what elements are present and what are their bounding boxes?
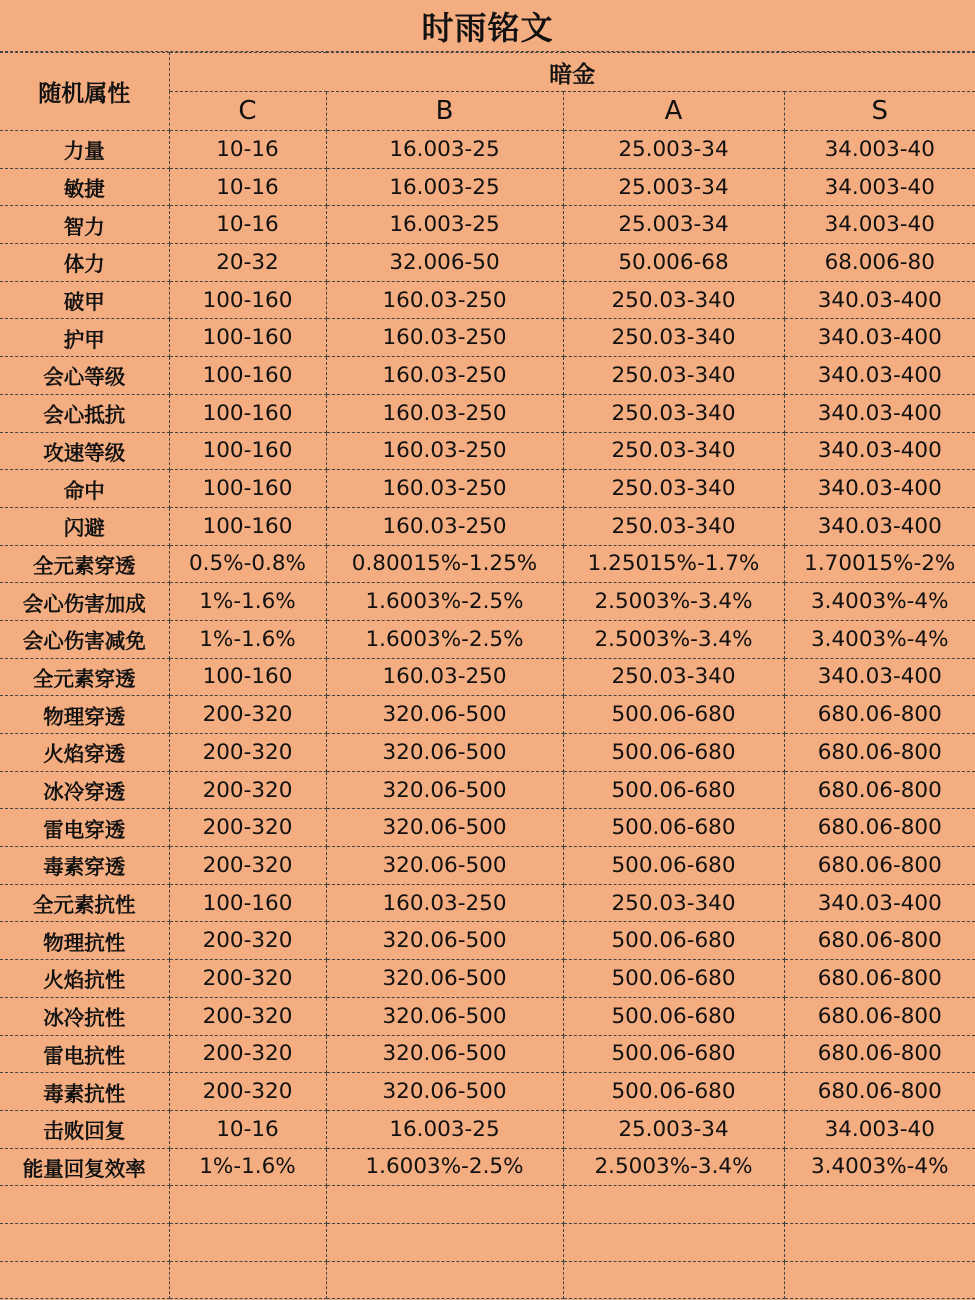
value-cell-b[interactable]: 160.03-250 <box>326 394 563 432</box>
value-cell-a[interactable]: 25.003-34 <box>563 168 784 206</box>
value-cell-c[interactable]: 200-320 <box>169 997 326 1035</box>
value-cell-c[interactable]: 1%-1.6% <box>169 583 326 621</box>
table-row <box>0 244 975 282</box>
value-cell-b[interactable]: 16.003-25 <box>326 1110 563 1148</box>
value-cell-c[interactable]: 0.5%-0.8% <box>169 545 326 583</box>
grade-header-a: A <box>563 92 784 131</box>
value-cell-c[interactable]: 200-320 <box>169 847 326 885</box>
empty-cell[interactable] <box>169 1261 326 1299</box>
value-cell-a[interactable]: 250.03-340 <box>563 394 784 432</box>
empty-cell[interactable] <box>0 1186 169 1224</box>
attribute-name-cell[interactable]: 全元素穿透 <box>0 545 169 583</box>
table-row <box>0 507 975 545</box>
attribute-name-cell[interactable]: 毒素穿透 <box>0 847 169 885</box>
value-cell-a[interactable]: 25.003-34 <box>563 1110 784 1148</box>
attribute-name-cell[interactable]: 会心伤害加成 <box>0 583 169 621</box>
value-cell-s[interactable]: 34.003-40 <box>784 206 975 244</box>
table-row <box>0 847 975 885</box>
attribute-table <box>0 52 975 1299</box>
attribute-name-cell[interactable]: 力量 <box>0 131 169 169</box>
value-cell-c[interactable]: 200-320 <box>169 771 326 809</box>
value-cell-a[interactable]: 250.03-340 <box>563 281 784 319</box>
value-cell-c[interactable]: 100-160 <box>169 507 326 545</box>
table-row <box>0 206 975 244</box>
value-cell-c[interactable]: 100-160 <box>169 658 326 696</box>
attribute-name-cell[interactable]: 雷电抗性 <box>0 1035 169 1073</box>
empty-cell[interactable] <box>169 1186 326 1224</box>
value-cell-a[interactable]: 500.06-680 <box>563 1073 784 1111</box>
value-cell-c[interactable]: 200-320 <box>169 734 326 772</box>
value-cell-a[interactable]: 25.003-34 <box>563 131 784 169</box>
value-cell-b[interactable]: 0.80015%-1.25% <box>326 545 563 583</box>
value-cell-s[interactable]: 340.03-400 <box>784 281 975 319</box>
table-row <box>0 809 975 847</box>
value-cell-c[interactable]: 100-160 <box>169 432 326 470</box>
value-cell-c[interactable]: 200-320 <box>169 696 326 734</box>
value-cell-s[interactable]: 680.06-800 <box>784 1035 975 1073</box>
attribute-name-cell[interactable]: 敏捷 <box>0 168 169 206</box>
value-cell-s[interactable]: 680.06-800 <box>784 997 975 1035</box>
value-cell-b[interactable]: 320.06-500 <box>326 922 563 960</box>
value-cell-c[interactable]: 100-160 <box>169 357 326 395</box>
empty-cell[interactable] <box>169 1223 326 1261</box>
value-cell-s[interactable]: 680.06-800 <box>784 847 975 885</box>
value-cell-b[interactable]: 320.06-500 <box>326 734 563 772</box>
value-cell-b[interactable]: 160.03-250 <box>326 507 563 545</box>
value-cell-a[interactable]: 25.003-34 <box>563 206 784 244</box>
value-cell-c[interactable]: 200-320 <box>169 1073 326 1111</box>
value-cell-b[interactable]: 1.6003%-2.5% <box>326 583 563 621</box>
table-row <box>0 997 975 1035</box>
value-cell-s[interactable]: 34.003-40 <box>784 1110 975 1148</box>
value-cell-a[interactable]: 500.06-680 <box>563 734 784 772</box>
attribute-name-cell[interactable]: 火焰穿透 <box>0 734 169 772</box>
attribute-name-cell[interactable]: 攻速等级 <box>0 432 169 470</box>
value-cell-c[interactable]: 20-32 <box>169 244 326 282</box>
value-cell-c[interactable]: 100-160 <box>169 394 326 432</box>
value-cell-b[interactable]: 320.06-500 <box>326 1073 563 1111</box>
value-cell-b[interactable]: 320.06-500 <box>326 847 563 885</box>
value-cell-c[interactable]: 100-160 <box>169 470 326 508</box>
table-row <box>0 658 975 696</box>
value-cell-b[interactable]: 16.003-25 <box>326 206 563 244</box>
value-cell-a[interactable]: 2.5003%-3.4% <box>563 1148 784 1186</box>
table-row <box>0 884 975 922</box>
empty-row <box>0 1223 975 1261</box>
value-cell-a[interactable]: 250.03-340 <box>563 658 784 696</box>
value-cell-b[interactable]: 16.003-25 <box>326 168 563 206</box>
value-cell-a[interactable]: 250.03-340 <box>563 507 784 545</box>
attribute-name-cell[interactable]: 破甲 <box>0 281 169 319</box>
table-row <box>0 1073 975 1111</box>
value-cell-b[interactable]: 160.03-250 <box>326 319 563 357</box>
empty-cell[interactable] <box>0 1261 169 1299</box>
table-row <box>0 771 975 809</box>
table-row <box>0 1035 975 1073</box>
attribute-name-cell[interactable]: 命中 <box>0 470 169 508</box>
empty-cell[interactable] <box>784 1223 975 1261</box>
value-cell-s[interactable]: 680.06-800 <box>784 696 975 734</box>
value-cell-c[interactable]: 200-320 <box>169 922 326 960</box>
value-cell-s[interactable]: 680.06-800 <box>784 734 975 772</box>
value-cell-b[interactable]: 160.03-250 <box>326 470 563 508</box>
value-cell-b[interactable]: 16.003-25 <box>326 131 563 169</box>
table-row <box>0 922 975 960</box>
empty-row <box>0 1261 975 1299</box>
empty-cell[interactable] <box>326 1223 563 1261</box>
empty-cell[interactable] <box>326 1261 563 1299</box>
value-cell-c[interactable]: 10-16 <box>169 206 326 244</box>
attribute-name-cell[interactable]: 雷电穿透 <box>0 809 169 847</box>
value-cell-b[interactable]: 1.6003%-2.5% <box>326 620 563 658</box>
value-cell-s[interactable]: 3.4003%-4% <box>784 583 975 621</box>
value-cell-a[interactable]: 250.03-340 <box>563 470 784 508</box>
table-row <box>0 696 975 734</box>
value-cell-s[interactable]: 340.03-400 <box>784 658 975 696</box>
value-cell-a[interactable]: 250.03-340 <box>563 884 784 922</box>
attribute-name-cell[interactable]: 智力 <box>0 206 169 244</box>
attribute-name-cell[interactable]: 护甲 <box>0 319 169 357</box>
empty-cell[interactable] <box>784 1261 975 1299</box>
value-cell-a[interactable]: 2.5003%-3.4% <box>563 620 784 658</box>
grade-header-c: C <box>169 92 326 131</box>
table-row <box>0 545 975 583</box>
value-cell-b[interactable]: 32.006-50 <box>326 244 563 282</box>
value-cell-a[interactable]: 500.06-680 <box>563 771 784 809</box>
group-header: 暗金 <box>169 53 975 92</box>
value-cell-a[interactable]: 500.06-680 <box>563 960 784 998</box>
table-row <box>0 734 975 772</box>
table-row <box>0 357 975 395</box>
value-cell-s[interactable]: 680.06-800 <box>784 809 975 847</box>
value-cell-s[interactable]: 340.03-400 <box>784 357 975 395</box>
value-cell-s[interactable]: 1.70015%-2% <box>784 545 975 583</box>
value-cell-s[interactable]: 340.03-400 <box>784 507 975 545</box>
value-cell-a[interactable]: 500.06-680 <box>563 847 784 885</box>
table-row <box>0 168 975 206</box>
value-cell-a[interactable]: 500.06-680 <box>563 809 784 847</box>
table-body <box>0 131 975 1299</box>
value-cell-c[interactable]: 200-320 <box>169 1035 326 1073</box>
value-cell-a[interactable]: 1.25015%-1.7% <box>563 545 784 583</box>
value-cell-c[interactable]: 10-16 <box>169 168 326 206</box>
value-cell-s[interactable]: 680.06-800 <box>784 771 975 809</box>
empty-row <box>0 1186 975 1224</box>
table-row <box>0 583 975 621</box>
grade-header-b: B <box>326 92 563 131</box>
value-cell-s[interactable]: 340.03-400 <box>784 319 975 357</box>
value-cell-b[interactable]: 320.06-500 <box>326 960 563 998</box>
value-cell-c[interactable]: 100-160 <box>169 884 326 922</box>
value-cell-a[interactable]: 2.5003%-3.4% <box>563 583 784 621</box>
value-cell-c[interactable]: 100-160 <box>169 319 326 357</box>
value-cell-b[interactable]: 320.06-500 <box>326 997 563 1035</box>
attribute-name-cell[interactable]: 会心等级 <box>0 357 169 395</box>
table-row <box>0 394 975 432</box>
empty-cell[interactable] <box>563 1223 784 1261</box>
value-cell-s[interactable]: 680.06-800 <box>784 922 975 960</box>
empty-cell[interactable] <box>563 1186 784 1224</box>
value-cell-c[interactable]: 200-320 <box>169 809 326 847</box>
value-cell-b[interactable]: 320.06-500 <box>326 696 563 734</box>
value-cell-a[interactable]: 500.06-680 <box>563 696 784 734</box>
value-cell-b[interactable]: 1.6003%-2.5% <box>326 1148 563 1186</box>
value-cell-a[interactable]: 500.06-680 <box>563 1035 784 1073</box>
value-cell-a[interactable]: 500.06-680 <box>563 997 784 1035</box>
table-row <box>0 319 975 357</box>
attribute-name-cell[interactable]: 毒素抗性 <box>0 1073 169 1111</box>
value-cell-s[interactable]: 34.003-40 <box>784 131 975 169</box>
value-cell-s[interactable]: 34.003-40 <box>784 168 975 206</box>
value-cell-c[interactable]: 1%-1.6% <box>169 620 326 658</box>
value-cell-a[interactable]: 500.06-680 <box>563 922 784 960</box>
table-row <box>0 1110 975 1148</box>
value-cell-b[interactable]: 160.03-250 <box>326 884 563 922</box>
value-cell-a[interactable]: 250.03-340 <box>563 357 784 395</box>
value-cell-s[interactable]: 68.006-80 <box>784 244 975 282</box>
value-cell-s[interactable]: 3.4003%-4% <box>784 1148 975 1186</box>
value-cell-c[interactable]: 200-320 <box>169 960 326 998</box>
table-row <box>0 470 975 508</box>
value-cell-s[interactable]: 340.03-400 <box>784 432 975 470</box>
value-cell-b[interactable]: 320.06-500 <box>326 809 563 847</box>
value-cell-b[interactable]: 160.03-250 <box>326 432 563 470</box>
attribute-name-cell[interactable]: 体力 <box>0 244 169 282</box>
table-row <box>0 960 975 998</box>
table-row <box>0 432 975 470</box>
value-cell-a[interactable]: 250.03-340 <box>563 432 784 470</box>
attribute-name-cell[interactable]: 闪避 <box>0 507 169 545</box>
empty-cell[interactable] <box>326 1186 563 1224</box>
value-cell-s[interactable]: 3.4003%-4% <box>784 620 975 658</box>
attribute-name-cell[interactable]: 冰冷穿透 <box>0 771 169 809</box>
value-cell-s[interactable]: 340.03-400 <box>784 884 975 922</box>
value-cell-a[interactable]: 50.006-68 <box>563 244 784 282</box>
value-cell-c[interactable]: 10-16 <box>169 1110 326 1148</box>
sheet-title: 时雨铭文 <box>0 0 975 52</box>
value-cell-b[interactable]: 160.03-250 <box>326 357 563 395</box>
attribute-name-cell[interactable]: 火焰抗性 <box>0 960 169 998</box>
empty-cell[interactable] <box>563 1261 784 1299</box>
value-cell-s[interactable]: 340.03-400 <box>784 394 975 432</box>
value-cell-b[interactable]: 160.03-250 <box>326 281 563 319</box>
value-cell-b[interactable]: 320.06-500 <box>326 1035 563 1073</box>
header-row-group <box>0 53 975 92</box>
value-cell-b[interactable]: 160.03-250 <box>326 658 563 696</box>
table-row <box>0 1148 975 1186</box>
attr-header: 随机属性 <box>0 53 169 131</box>
grade-header-s: S <box>784 92 975 131</box>
empty-cell[interactable] <box>0 1223 169 1261</box>
value-cell-s[interactable]: 680.06-800 <box>784 1073 975 1111</box>
attribute-name-cell[interactable]: 会心抵抗 <box>0 394 169 432</box>
attribute-name-cell[interactable]: 击败回复 <box>0 1110 169 1148</box>
table-row <box>0 620 975 658</box>
empty-cell[interactable] <box>784 1186 975 1224</box>
attribute-name-cell[interactable]: 物理穿透 <box>0 696 169 734</box>
value-cell-b[interactable]: 320.06-500 <box>326 771 563 809</box>
value-cell-s[interactable]: 340.03-400 <box>784 470 975 508</box>
attribute-name-cell[interactable]: 会心伤害减免 <box>0 620 169 658</box>
value-cell-c[interactable]: 10-16 <box>169 131 326 169</box>
attribute-name-cell[interactable]: 全元素抗性 <box>0 884 169 922</box>
attribute-name-cell[interactable]: 全元素穿透 <box>0 658 169 696</box>
value-cell-a[interactable]: 250.03-340 <box>563 319 784 357</box>
table-row <box>0 281 975 319</box>
value-cell-c[interactable]: 1%-1.6% <box>169 1148 326 1186</box>
table-row <box>0 131 975 169</box>
value-cell-c[interactable]: 100-160 <box>169 281 326 319</box>
attribute-name-cell[interactable]: 物理抗性 <box>0 922 169 960</box>
attribute-name-cell[interactable]: 冰冷抗性 <box>0 997 169 1035</box>
value-cell-s[interactable]: 680.06-800 <box>784 960 975 998</box>
attribute-name-cell[interactable]: 能量回复效率 <box>0 1148 169 1186</box>
